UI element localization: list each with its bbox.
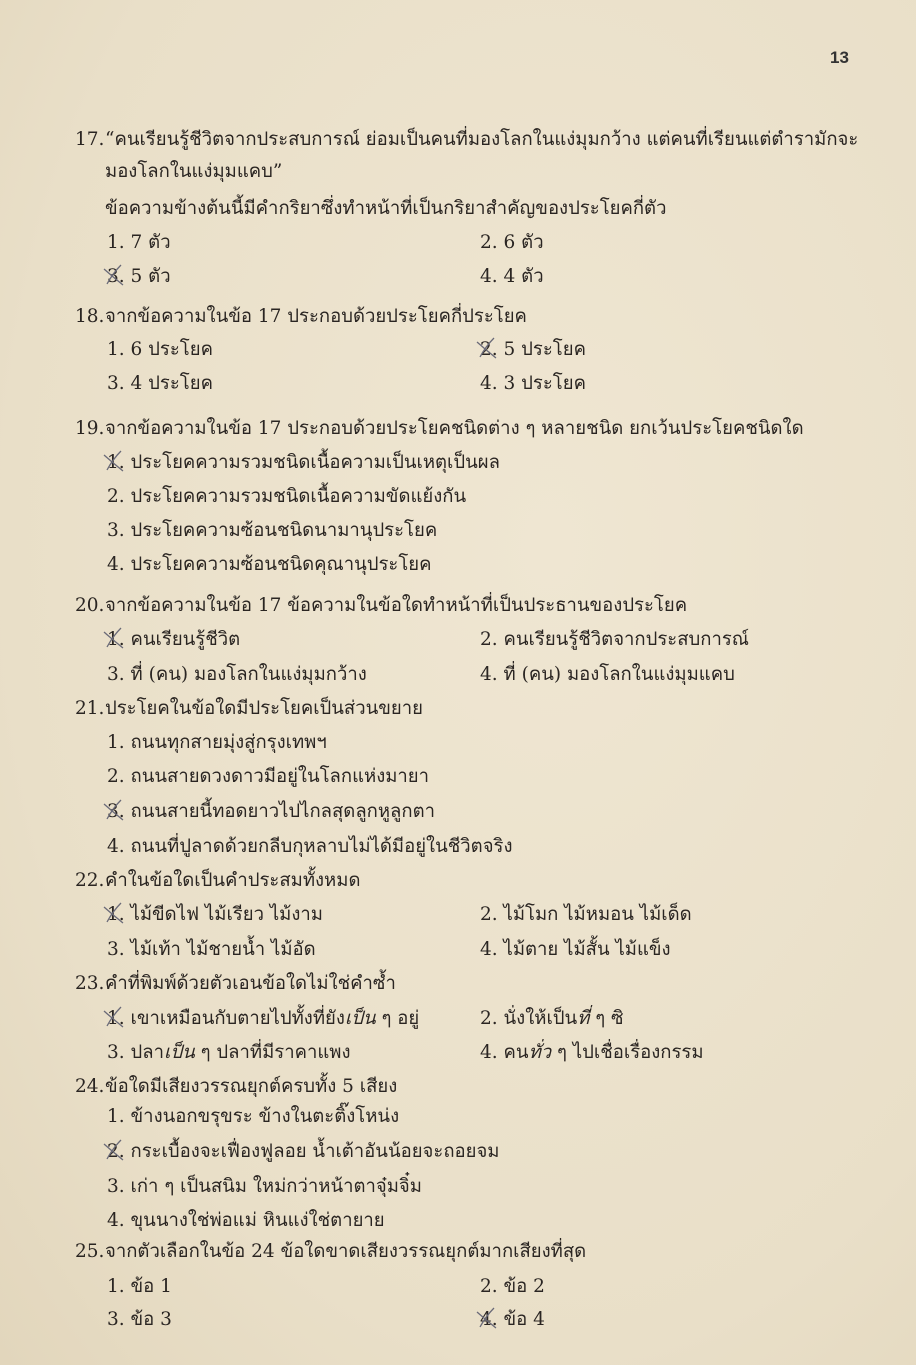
question-text: จากข้อความในข้อ 17 ข้อความในข้อใดทำหน้าที่เป็นประธานของประโยค xyxy=(105,595,688,616)
question-text: จากตัวเลือกในข้อ 24 ข้อใดขาดเสียงวรรณยุกต์มากเสียงที่สุด xyxy=(105,1241,587,1262)
answer-option xyxy=(107,938,316,962)
answer-option xyxy=(107,372,213,396)
italic-word: เป็น xyxy=(344,1008,376,1029)
text-segment: 4. ถนนที่ปูลาดด้วยกลีบกุหลาบไม่ได้มีอยู่ในชีวิตจริง xyxy=(107,836,513,857)
text-segment: 4. ที่ (คน) มองโลกในแง่มุมแคบ xyxy=(480,664,735,685)
italic-word: ที่ xyxy=(577,1008,590,1029)
answer-option xyxy=(107,1007,419,1031)
text-segment: 2. กระเบื้องจะเฟื่องฟูลอย น้ำเต้าอันน้อยจะถอยจม xyxy=(107,1141,500,1162)
answer-option xyxy=(107,231,171,255)
answer-option xyxy=(480,903,692,927)
question-text: มองโลกในแง่มุมแคบ” xyxy=(105,161,283,182)
answer-option xyxy=(107,1308,172,1332)
answer-option xyxy=(480,663,735,687)
text-segment: 3. ประโยคความซ้อนชนิดนามานุประโยค xyxy=(107,520,438,541)
answer-option xyxy=(107,765,429,789)
question-text: ประโยคในข้อใดมีประโยคเป็นส่วนขยาย xyxy=(105,698,423,719)
answer-option xyxy=(480,231,544,255)
text-segment: 4. ประโยคความซ้อนชนิดคุณานุประโยค xyxy=(107,554,432,575)
answer-option xyxy=(107,835,513,859)
text-segment: 3. ที่ (คน) มองโลกในแง่มุมกว้าง xyxy=(107,664,367,685)
text-segment: 2. 5 ประโยค xyxy=(480,339,586,360)
text-segment: 4. ข้อ 4 xyxy=(480,1309,545,1330)
text-segment: 2. ไม้โมก ไม้หมอน ไม้เด็ด xyxy=(480,904,692,925)
question-number: 23. xyxy=(75,973,105,994)
answer-option xyxy=(480,938,671,962)
question-number: 20. xyxy=(75,595,105,616)
question-text: “คนเรียนรู้ชีวิตจากประสบการณ์ ย่อมเป็นคนที่มองโลกในแง่มุมกว้าง แต่คนที่เรียนแต่ตำรามักจะ xyxy=(105,129,859,150)
text-segment: 4. 3 ประโยค xyxy=(480,373,586,394)
pencil-x-mark-icon xyxy=(101,901,127,925)
question-text: คำในข้อใดเป็นคำประสมทั้งหมด xyxy=(105,870,361,891)
answer-option xyxy=(107,485,466,509)
question-number: 24. xyxy=(75,1076,105,1097)
answer-option xyxy=(480,265,544,289)
text-segment: 1. คนเรียนรู้ชีวิต xyxy=(107,629,241,650)
answer-option xyxy=(107,1209,385,1233)
page-number: 13 xyxy=(830,48,849,67)
pencil-x-mark-icon xyxy=(474,336,500,360)
question-number: 17. xyxy=(75,129,105,150)
answer-option xyxy=(480,1275,545,1299)
question-text: จากข้อความในข้อ 17 ประกอบด้วยประโยคชนิดต่าง ๆ หลายชนิด ยกเว้นประโยคชนิดใด xyxy=(105,418,804,439)
answer-option xyxy=(480,1041,704,1065)
answer-option xyxy=(480,628,749,652)
text-segment: 1. ถนนทุกสายมุ่งสู่กรุงเทพฯ xyxy=(107,732,327,753)
pencil-x-mark-icon xyxy=(101,449,127,473)
text-segment: 3. ปลา xyxy=(107,1042,164,1063)
text-segment: 4. ไม้ตาย ไม้สั้น ไม้แข็ง xyxy=(480,939,671,960)
text-segment: 1. 7 ตัว xyxy=(107,232,171,253)
question-text: จากข้อความในข้อ 17 ประกอบด้วยประโยคกี่ประโยค xyxy=(105,306,527,327)
question-number: 21. xyxy=(75,698,105,719)
text-segment: 2. ถนนสายดวงดาวมีอยู่ในโลกแห่งมายา xyxy=(107,766,430,787)
question-number: 18. xyxy=(75,306,105,327)
answer-option xyxy=(107,800,435,824)
answer-option xyxy=(107,519,437,543)
answer-option xyxy=(107,1105,399,1129)
text-segment: 4. 4 ตัว xyxy=(480,266,544,287)
pencil-x-mark-icon xyxy=(101,626,127,650)
answer-option xyxy=(107,451,500,475)
answer-option xyxy=(480,1007,624,1031)
text-segment: 1. ประโยคความรวมชนิดเนื้อความเป็นเหตุเป็นผล xyxy=(107,452,500,473)
text-segment: 2. 6 ตัว xyxy=(480,232,544,253)
text-segment: 2. ข้อ 2 xyxy=(480,1276,545,1297)
text-segment: 2. นั่งให้เป็น xyxy=(480,1008,578,1029)
question-text: ข้อความข้างต้นนี้มีคำกริยาซึ่งทำหน้าที่เป็นกริยาสำคัญของประโยคกี่ตัว xyxy=(105,198,667,219)
question-number: 22. xyxy=(75,870,105,891)
answer-option xyxy=(107,338,213,362)
italic-word: ทั่ว xyxy=(528,1042,552,1063)
text-segment: ๆ ซิ xyxy=(589,1008,624,1029)
text-segment: 3. ถนนสายนี้ทอดยาวไปไกลสุดลูกหูลูกตา xyxy=(107,801,435,822)
pencil-x-mark-icon xyxy=(101,1138,127,1162)
answer-option xyxy=(107,1275,172,1299)
text-segment: ๆ ไปเชื่อเรื่องกรรม xyxy=(551,1042,704,1063)
answer-option xyxy=(480,372,586,396)
question-number: 19. xyxy=(75,418,105,439)
text-segment: 4. คน xyxy=(480,1042,529,1063)
text-segment: 1. ข้างนอกขรุขระ ข้างในตะติ๊งโหน่ง xyxy=(107,1106,400,1127)
answer-option xyxy=(107,1041,351,1065)
question-text: ข้อใดมีเสียงวรรณยุกต์ครบทั้ง 5 เสียง xyxy=(105,1076,398,1097)
text-segment: 1. 6 ประโยค xyxy=(107,339,213,360)
answer-option xyxy=(107,1175,422,1199)
text-segment: 3. ไม้เท้า ไม้ชายน้ำ ไม้อัด xyxy=(107,939,316,960)
answer-option xyxy=(107,731,327,755)
pencil-x-mark-icon xyxy=(101,263,127,287)
text-segment: 4. ขุนนางใช่พ่อแม่ หินแง่ใช่ตายาย xyxy=(107,1210,385,1231)
pencil-x-mark-icon xyxy=(101,1005,127,1029)
pencil-x-mark-icon xyxy=(101,798,127,822)
text-segment: 2. ประโยคความรวมชนิดเนื้อความขัดแย้งกัน xyxy=(107,486,467,507)
text-segment: 1. ข้อ 1 xyxy=(107,1276,172,1297)
text-segment: 2. คนเรียนรู้ชีวิตจากประสบการณ์ xyxy=(480,629,749,650)
answer-option xyxy=(107,553,432,577)
question-text: คำที่พิมพ์ด้วยตัวเอนข้อใดไม่ใช่คำซ้ำ xyxy=(105,973,396,994)
text-segment: ๆ อยู่ xyxy=(375,1008,420,1029)
answer-option xyxy=(107,663,367,687)
answer-option xyxy=(107,903,323,927)
answer-option xyxy=(107,1140,500,1164)
text-segment: 1. เขาเหมือนกับตายไปทั้งที่ยัง xyxy=(107,1008,345,1029)
text-segment: 3. 4 ประโยค xyxy=(107,373,213,394)
italic-word: เป็น xyxy=(164,1042,195,1063)
text-segment: 1. ไม้ขีดไฟ ไม้เรียว ไม้งาม xyxy=(107,904,323,925)
text-segment: 3. เก่า ๆ เป็นสนิม ใหม่กว่าหน้าตาจุ๋มจิ๋ม xyxy=(107,1176,422,1197)
text-segment: ๆ ปลาที่มีราคาแพง xyxy=(194,1042,351,1063)
text-segment: 3. 5 ตัว xyxy=(107,266,171,287)
pencil-x-mark-icon xyxy=(474,1306,500,1330)
question-number: 25. xyxy=(75,1241,105,1262)
text-segment: 3. ข้อ 3 xyxy=(107,1309,172,1330)
